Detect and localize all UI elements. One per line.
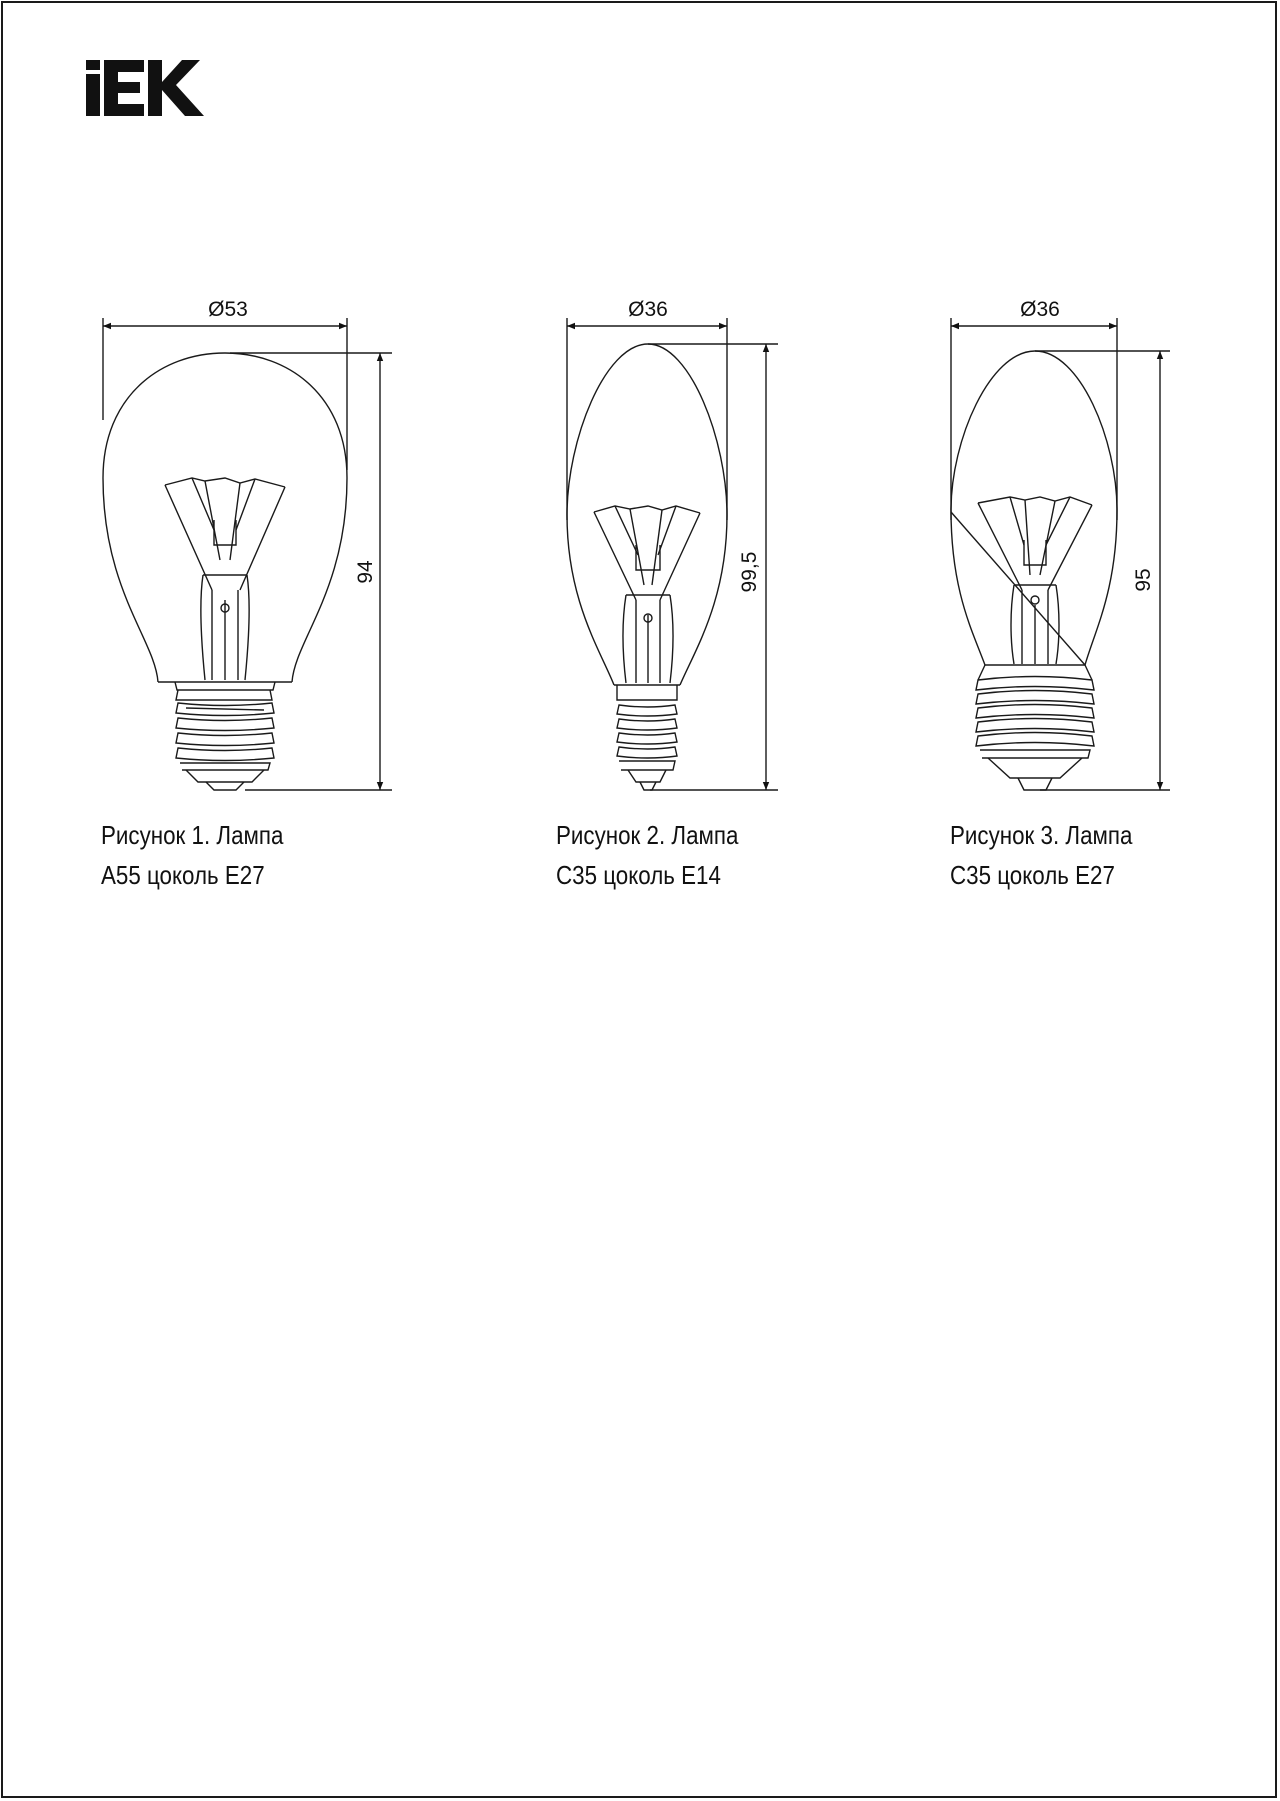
- figure-1-diameter-label: Ø53: [208, 298, 248, 321]
- figure-3-height-label: 95: [1132, 568, 1155, 592]
- figure-1-caption-line1: Рисунок 1. Лампа: [101, 820, 284, 850]
- figure-2-height-label: 99,5: [738, 551, 761, 593]
- figure-3-caption: [950, 815, 1132, 895]
- figure-2-caption: [556, 815, 738, 895]
- figure-1-height-label: 94: [354, 560, 377, 584]
- figure-3-caption-line2: С35 цоколь Е27: [950, 860, 1115, 890]
- lamp-drawings: [0, 0, 1280, 900]
- figure-3-lamp-c35-e27: [951, 318, 1170, 790]
- figure-3-diameter-label: Ø36: [1020, 298, 1060, 321]
- figure-2-caption-line1: Рисунок 2. Лампа: [556, 820, 739, 850]
- figure-1-caption-line2: А55 цоколь Е27: [101, 860, 265, 890]
- figure-1-caption: [101, 815, 283, 895]
- figure-1-lamp-a55: [103, 318, 392, 790]
- figure-2-caption-line2: С35 цоколь Е14: [556, 860, 721, 890]
- figure-3-caption-line1: Рисунок 3. Лампа: [950, 820, 1133, 850]
- figure-2-diameter-label: Ø36: [628, 298, 668, 321]
